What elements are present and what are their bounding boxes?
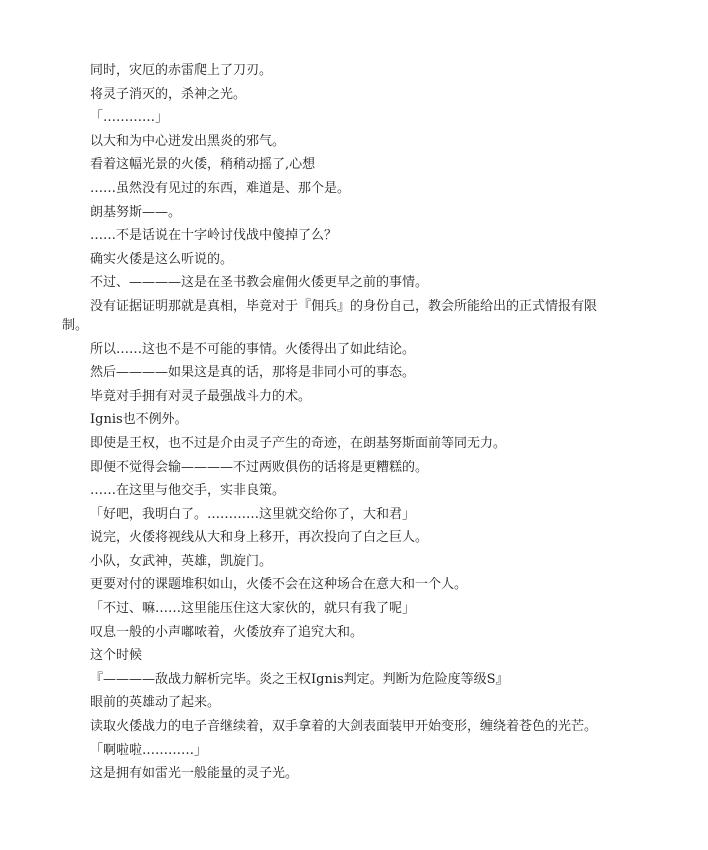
paragraph: 朗基努斯——。 [90,204,182,220]
paragraph: 「好吧，我明白了。…………这里就交给你了，大和君」 [90,506,416,522]
paragraph: ……不是话说在十字岭讨伐战中傻掉了么？ [90,228,338,244]
paragraph: 将灵子消灭的，杀神之光。 [90,86,247,102]
paragraph: 即便不觉得会输————不过两败俱伤的话将是更糟糕的。 [90,459,429,475]
paragraph: 所以……这也不是不可能的事情。火倭得出了如此结论。 [90,341,416,357]
paragraph: 看着这幅光景的火倭，稍稍动摇了,心想 [90,157,316,173]
paragraph: 读取火倭战力的电子音继续着，双手拿着的大剑表面装甲开始变形，缠绕着苍色的光芒。 [90,719,598,735]
paragraph: 同时，灾厄的赤雷爬上了刀刃。 [90,63,273,78]
paragraph: 「不过、嘛……这里能压住这大家伙的，就只有我了呢」 [90,601,416,617]
paragraph: 小队，女武神，英雄，凯旋门。 [90,553,273,569]
paragraph: 以大和为中心迸发出黑炎的邪气。 [90,133,286,149]
paragraph: 毕竟对手拥有对灵子最强战斗力的术。 [90,388,312,404]
paragraph: 「啊啦啦…………」 [90,742,208,758]
document-body [62,61,602,788]
paragraph: 眼前的英雄动了起来。 [90,695,221,711]
paragraph: 这个时候 [90,648,143,664]
paragraph: 叹息一般的小声嘟哝着，火倭放弃了追究大和。 [90,624,364,640]
paragraph: 即使是王权，也不过是介由灵子产生的奇迹，在朗基努斯面前等同无力。 [90,435,507,451]
paragraph: 确实火倭是这么听说的。 [90,251,234,267]
paragraph: ……虽然没有见过的东西，难道是、那个是。 [90,180,351,196]
paragraph: 『————敌战力解析完毕。炎之王权Ignis判定。判断为危险度等级S』 [90,671,509,687]
paragraph: 说完，火倭将视线从大和身上移开，再次投向了白之巨人。 [90,530,429,546]
paragraph: 没有证据证明那就是真相，毕竟对于『佣兵』的身份自己，教会所能给出的正式情报有限制。 [62,298,598,333]
paragraph: Ignis也不例外。 [90,412,188,428]
paragraph: 更要对付的课题堆积如山，火倭不会在这种场合在意大和一个人。 [90,577,468,593]
paragraph: 这是拥有如雷光一般能量的灵子光。 [90,766,299,782]
paragraph: 「…………」 [90,110,169,126]
paragraph: 然后————如果这是真的话，那将是非同小可的事态。 [90,365,416,381]
paragraph: 不过、————这是在圣书教会雇佣火倭更早之前的事情。 [90,275,429,291]
paragraph: ……在这里与他交手，实非良策。 [90,483,286,499]
